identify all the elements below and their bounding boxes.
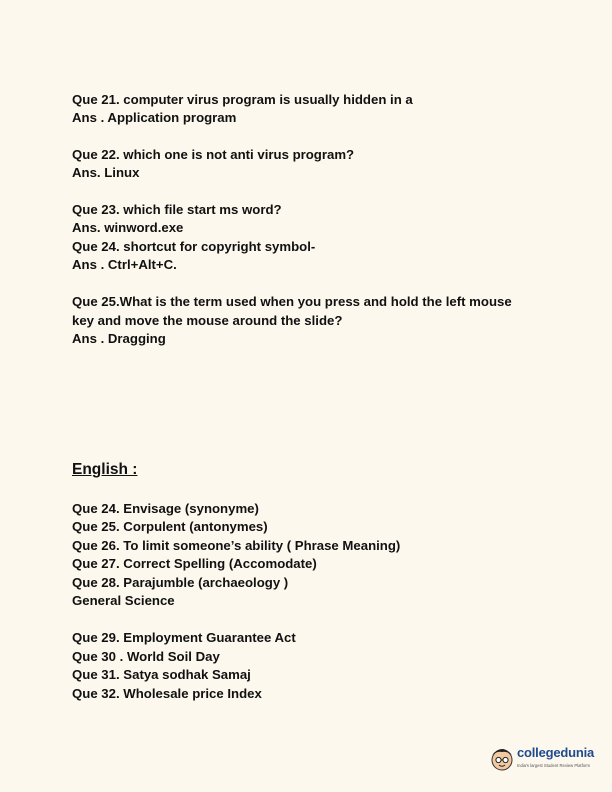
answer-23: Ans. winword.exe	[72, 220, 184, 235]
general-science-label: General Science	[72, 593, 175, 608]
english-heading: English :	[72, 461, 138, 478]
mascot-icon	[489, 743, 515, 773]
logo-tagline: India's largest Student Review Platform	[517, 763, 590, 768]
english-item-28: Que 28. Parajumble (archaeology )	[72, 575, 289, 590]
collegedunia-logo[interactable]	[489, 741, 595, 777]
answer-24: Ans . Ctrl+Alt+C.	[72, 257, 177, 272]
logo-name: collegedunia	[517, 745, 595, 760]
question-22: Que 22. which one is not anti virus program?	[72, 147, 355, 162]
science-item-32: Que 32. Wholesale price Index	[72, 686, 262, 701]
answer-22: Ans. Linux	[72, 165, 140, 180]
english-item-27: Que 27. Correct Spelling (Accomodate)	[72, 556, 317, 571]
science-item-30: Que 30 . World Soil Day	[72, 649, 220, 664]
english-item-25: Que 25. Corpulent (antonymes)	[72, 519, 268, 534]
answer-25: Ans . Dragging	[72, 331, 166, 346]
science-item-29: Que 29. Employment Guarantee Act	[72, 630, 296, 645]
english-item-24: Que 24. Envisage (synonyme)	[72, 501, 259, 516]
question-24: Que 24. shortcut for copyright symbol-	[72, 239, 316, 254]
science-item-31: Que 31. Satya sodhak Samaj	[72, 667, 251, 682]
question-25-line-1: Que 25.What is the term used when you press and hold the left mouse	[72, 294, 512, 309]
question-21: Que 21. computer virus program is usually hidden in a	[72, 92, 413, 107]
english-item-26: Que 26. To limit someone’s ability ( Phrase Meaning)	[72, 538, 401, 553]
question-25-line-2: key and move the mouse around the slide?	[72, 313, 343, 328]
answer-21: Ans . Application program	[72, 110, 237, 125]
question-23: Que 23. which file start ms word?	[72, 202, 282, 217]
